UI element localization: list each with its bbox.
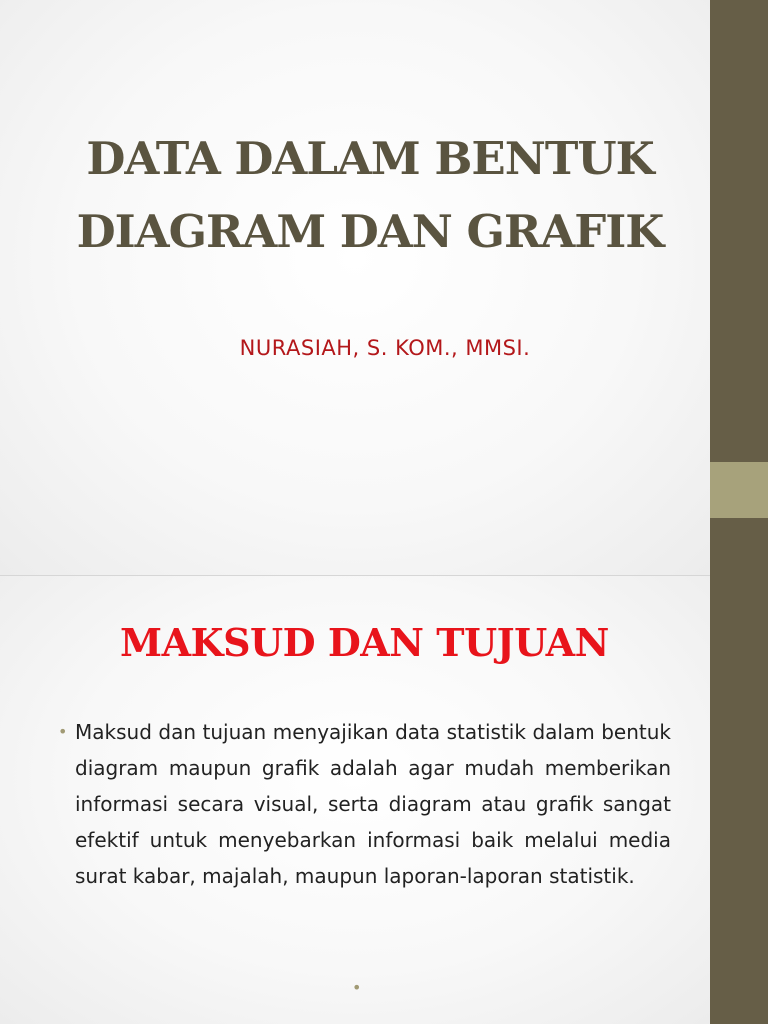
section-title: MAKSUD DAN TUJUAN [120,620,609,665]
title-line-1: DATA DALAM BENTUK [86,132,654,185]
bullet-text: Maksud dan tujuan menyajikan data statistik dalam bentuk diagram maupun grafik adalah agar mudah memberikan informasi secara visual, serta diagram atau grafik sangat efektif untuk menyebarkan informasi baik melalui media surat kabar, majalah, maupun laporan-laporan statistik. [75,720,671,888]
bullet-icon: • [58,722,68,741]
empty-bullet-icon: • [352,978,362,997]
title-line-2: DIAGRAM DAN GRAFIK [76,205,664,258]
side-accent-block [710,462,768,518]
slide-title [20,122,720,268]
author-subtitle: NURASIAH, S. KOM., MMSI. [239,336,531,360]
